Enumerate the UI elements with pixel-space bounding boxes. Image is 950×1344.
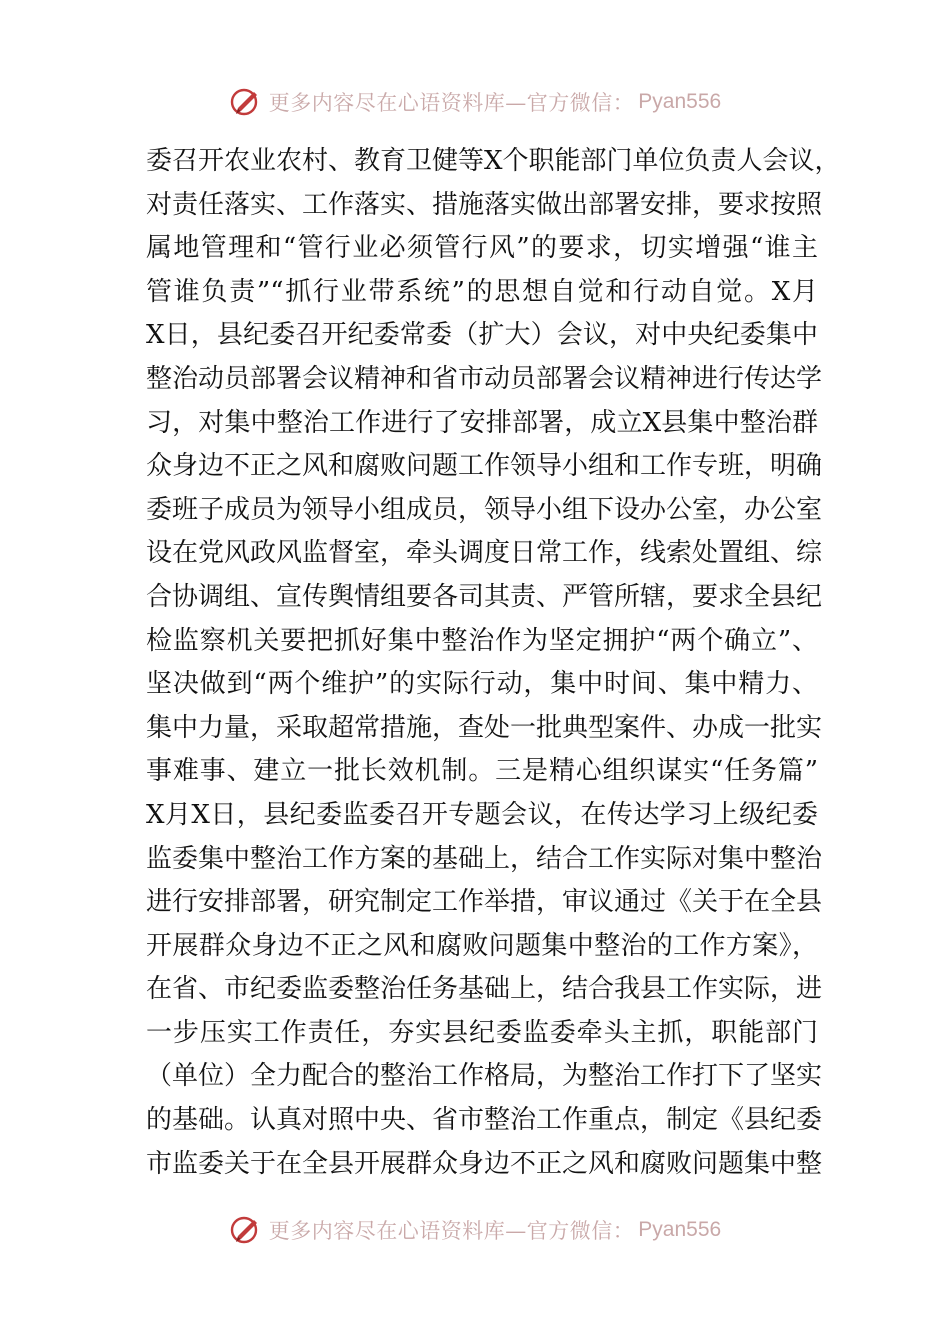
text-line: 设在党风政风监督室，牵头调度日常工作，线索处置组、综 (146, 538, 823, 569)
text-line: X日，县纪委召开纪委常委（扩大）会议，对中央纪委集中 (146, 320, 818, 351)
text-line: 的基础。认真对照中央、省市整治工作重点，制定《县纪委 (146, 1105, 823, 1136)
text-line: 在省、市纪委监委整治任务基础上，结合我县工作实际，进 (146, 974, 823, 1005)
text-line: 一步压实工作责任，夯实县纪委监委牵头主抓，职能部门 (146, 1017, 818, 1048)
text-line: （单位）全力配合的整治工作格局，为整治工作打下了坚实 (146, 1061, 823, 1092)
footer-watermark (0, 1210, 950, 1250)
text-line: 检监察机关要把抓好集中整治作为坚定拥护“两个确立”、 (146, 625, 818, 656)
text-line: 进行安排部署，研究制定工作举措，审议通过《关于在全县 (146, 887, 823, 918)
pen-logo-icon (229, 85, 263, 119)
text-line: 事难事、建立一批长效机制。三是精心组织谋实“任务篇” (146, 756, 818, 787)
text-line: 委班子成员为领导小组成员，领导小组下设办公室，办公室 (146, 494, 823, 525)
header-watermark (0, 82, 950, 122)
text-line: 合协调组、宣传舆情组要各司其责、严管所辖，要求全县纪 (146, 581, 823, 612)
watermark-text: 更多内容尽在心语资料库—官方微信： (268, 91, 635, 115)
text-line: 对责任落实、工作落实、措施落实做出部署安排，要求按照 (146, 189, 823, 220)
watermark-wechat-id: Pyan556 (638, 1218, 722, 1241)
text-line: 监委集中整治工作方案的基础上，结合工作实际对集中整治 (146, 843, 823, 874)
text-line: 委召开农业农村、教育卫健等X个职能部门单位负责人会议， (146, 146, 841, 176)
text-line: 众身边不正之风和腐败问题工作领导小组和工作专班，明确 (146, 451, 823, 482)
watermark-wechat-id: Pyan556 (638, 90, 722, 113)
watermark-text: 更多内容尽在心语资料库—官方微信： (268, 1219, 635, 1243)
pen-logo-icon (229, 1213, 263, 1247)
text-line: 坚决做到“两个维护”的实际行动，集中时间、集中精力、 (146, 669, 818, 700)
text-line: 市监委关于在全县开展群众身边不正之风和腐败问题集中整 (146, 1148, 823, 1179)
text-line: 习，对集中整治工作进行了安排部署，成立X县集中整治群 (146, 407, 818, 438)
text-line: 集中力量，采取超常措施，查处一批典型案件、办成一批实 (146, 712, 823, 743)
text-line: 管谁负责”“抓行业带系统”的思想自觉和行动自觉。X月 (146, 276, 818, 307)
document-body (146, 140, 841, 1186)
text-line: 整治动员部署会议精神和省市动员部署会议精神进行传达学 (146, 363, 823, 394)
text-line: 属地管理和“管行业必须管行风”的要求，切实增强“谁主 (146, 233, 818, 264)
text-line: 开展群众身边不正之风和腐败问题集中整治的工作方案》， (146, 930, 818, 961)
text-line: X月X日，县纪委监委召开专题会议，在传达学习上级纪委 (146, 799, 818, 830)
